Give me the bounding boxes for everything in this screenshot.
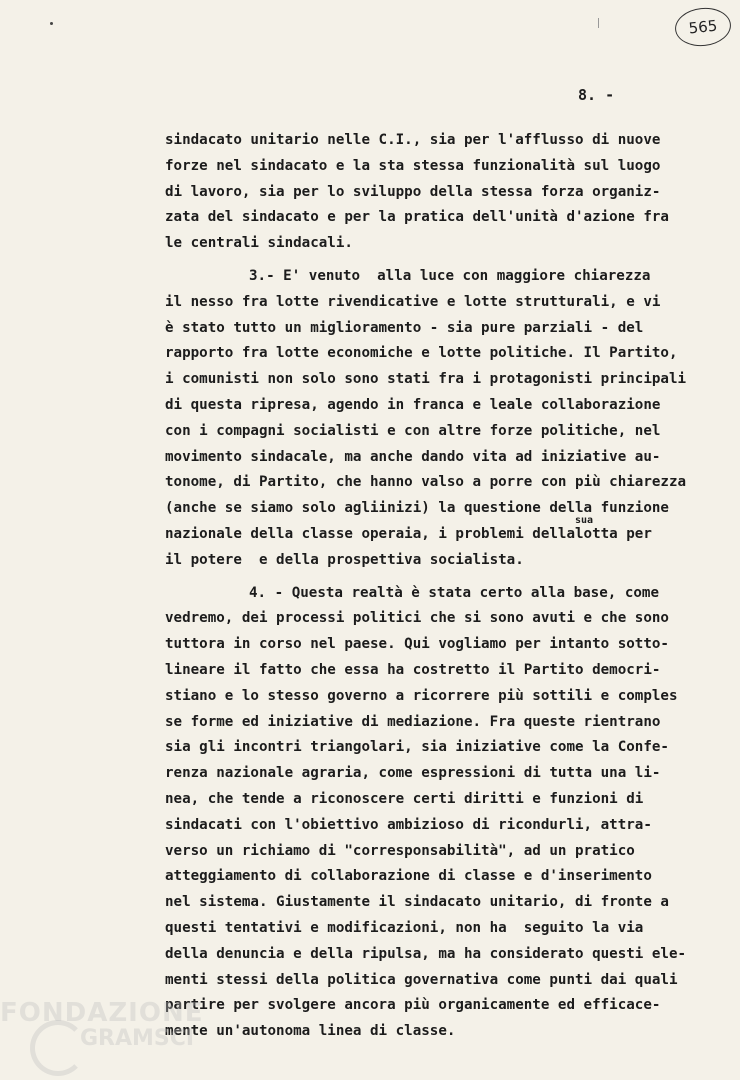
text-line: 3.- E' venuto alla luce con maggiore chiarezza <box>249 267 651 284</box>
text-line: nel sistema. Giustamente il sindacato unitario, di fronte a <box>165 894 669 911</box>
text-line: è stato tutto un miglioramento - sia pure parziali - del <box>165 319 644 336</box>
body-text <box>165 128 710 1045</box>
text-line: zata del sindacato e per la pratica dell'unità d'azione fra <box>165 209 669 226</box>
text-line: tuttora in corso nel paese. Qui vogliamo per intanto sotto- <box>165 636 669 653</box>
text-line: di questa ripresa, agendo in franca e leale collaborazione <box>165 396 661 413</box>
text-line: questi tentativi e modificazioni, non ha seguito la via <box>165 919 644 936</box>
text-line: menti stessi della politica governativa come punti dai quali <box>165 971 678 988</box>
text-line: con i compagni socialisti e con altre forze politiche, nel <box>165 422 661 439</box>
text-line: renza nazionale agraria, come espressioni di tutta una li- <box>165 765 661 782</box>
text-line: (anche se siamo solo agliinizi) la questione della funzione <box>165 500 669 517</box>
paragraph-2 <box>165 264 710 574</box>
text-line: 4. - Questa realtà è stata certo alla base, come <box>249 584 659 601</box>
text-line: della denuncia e della ripulsa, ma ha considerato questi ele- <box>165 945 687 962</box>
archive-stamp: 565 <box>673 5 733 49</box>
watermark-ring-icon <box>30 1020 86 1076</box>
text-line: nazionale della classe operaia, i problemi della sua lotta per <box>165 514 652 542</box>
text-line: le centrali sindacali. <box>165 235 353 252</box>
text-line: sia gli incontri triangolari, sia iniziative come la Confe- <box>165 739 669 756</box>
text-line: lineare il fatto che essa ha costretto il Partito democri- <box>165 661 661 678</box>
text-line: partire per svolgere ancora più organicamente ed efficace- <box>165 997 661 1014</box>
text-line: stiano e lo stesso governo a ricorrere più sottili e comples <box>165 687 678 704</box>
text-line: atteggiamento di collaborazione di classe e d'inserimento <box>165 868 652 885</box>
text-line: verso un richiamo di "corresponsabilità", ad un pratico <box>165 842 635 859</box>
paragraph-3 <box>165 581 710 1045</box>
pencil-mark <box>598 18 599 28</box>
watermark: FONDAZIONE GRAMSCI <box>0 990 190 1070</box>
text-line: forze nel sindacato e la sta stessa funzionalità sul luogo <box>165 157 661 174</box>
text-line: sindacato unitario nelle C.I., sia per l'afflusso di nuove <box>165 132 661 148</box>
handwritten-insertion: sua <box>575 514 594 526</box>
text-line: di lavoro, sia per lo sviluppo della stessa forza organiz- <box>165 183 661 200</box>
text-line: vedremo, dei processi politici che si sono avuti e che sono <box>165 610 669 627</box>
text-line: il potere e della prospettiva socialista. <box>165 551 524 568</box>
text-line: il nesso fra lotte rivendicative e lotte strutturali, e vi <box>165 293 661 310</box>
paragraph-1 <box>165 128 710 257</box>
text-line: sindacati con l'obiettivo ambizioso di ricondurli, attra- <box>165 816 652 833</box>
text-line: mente un'autonoma linea di classe. <box>165 1023 456 1040</box>
text-line: movimento sindacale, ma anche dando vita ad iniziative au- <box>165 448 661 465</box>
ink-dot <box>50 22 53 25</box>
text-line: nea, che tende a riconoscere certi diritti e funzioni di <box>165 790 644 807</box>
text-line: i comunisti non solo sono stati fra i protagonisti principali <box>165 371 687 388</box>
text-line: tonome, di Partito, che hanno valso a porre con più chiarezza <box>165 474 687 491</box>
text-line: rapporto fra lotte economiche e lotte politiche. Il Partito, <box>165 345 678 362</box>
page-number: 8. - <box>578 86 615 104</box>
text-line: se forme ed iniziative di mediazione. Fra queste rientrano <box>165 713 661 730</box>
